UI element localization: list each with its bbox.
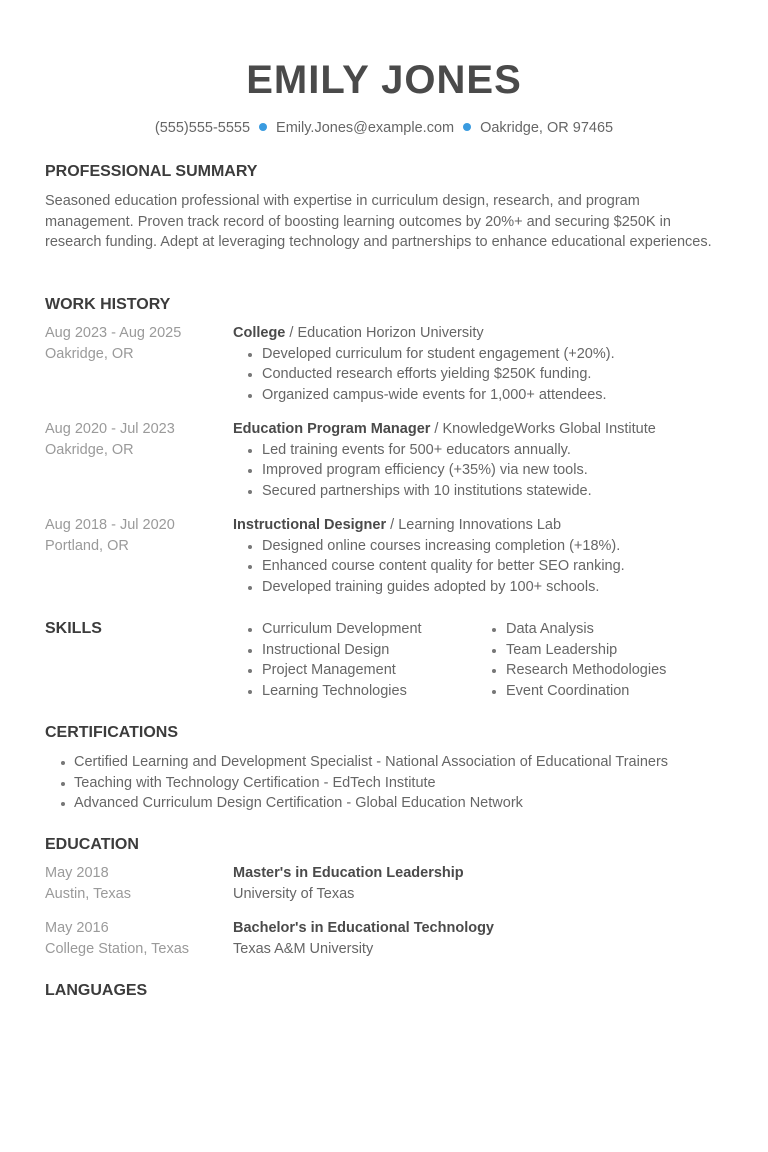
summary-heading: PROFESSIONAL SUMMARY bbox=[45, 163, 258, 180]
school-name: University of Texas bbox=[233, 885, 355, 902]
graduation-date: May 2018 bbox=[45, 865, 109, 881]
skill-item: Data Analysis bbox=[477, 619, 717, 640]
education-details bbox=[233, 918, 733, 959]
separator-dot-icon bbox=[259, 123, 267, 131]
job-role: Education Program Manager bbox=[233, 421, 431, 437]
degree-name: Master's in Education Leadership bbox=[233, 865, 464, 881]
home-location: Oakridge, OR 97465 bbox=[480, 120, 614, 136]
education-meta bbox=[45, 918, 230, 959]
job-dates: Aug 2023 - Aug 2025 bbox=[45, 325, 182, 341]
summary-text: Seasoned education professional with expertise in curriculum design, research, and program management. Proven track record of boosting learning outcomes by 20%+ and securing $250K in research funding. Adept at leveraging technology and partnerships to enhance educational experiences. bbox=[45, 193, 712, 250]
list-item: Improved program efficiency (+35%) via new tools. bbox=[233, 460, 733, 481]
education-meta bbox=[45, 863, 230, 904]
job-title-line: Instructional Designer / Learning Innovations Lab bbox=[233, 517, 562, 533]
skill-item: Curriculum Development bbox=[233, 619, 473, 640]
school-name: Texas A&M University bbox=[233, 940, 374, 957]
skill-item: Team Leadership bbox=[477, 640, 717, 661]
skill-item: Event Coordination bbox=[477, 681, 717, 702]
job-title-line: College / Education Horizon University bbox=[233, 325, 484, 341]
job-meta bbox=[45, 515, 230, 556]
list-item: Developed training guides adopted by 100+ schools. bbox=[233, 577, 733, 598]
job-role: Instructional Designer bbox=[233, 517, 387, 533]
job-role: College bbox=[233, 325, 286, 341]
school-location: Austin, Texas bbox=[45, 885, 131, 902]
certification-item: Teaching with Technology Certification - EdTech Institute bbox=[45, 773, 735, 794]
job-bullets bbox=[233, 440, 733, 502]
job-employer: Education Horizon University bbox=[297, 325, 484, 341]
skill-item: Project Management bbox=[233, 660, 473, 681]
skills-heading: SKILLS bbox=[45, 620, 102, 637]
job-details bbox=[233, 419, 733, 501]
job-bullets bbox=[233, 536, 733, 598]
job-employer: KnowledgeWorks Global Institute bbox=[442, 421, 656, 437]
job-title-line: Education Program Manager / KnowledgeWorks Global Institute bbox=[233, 421, 656, 437]
job-details bbox=[233, 323, 733, 405]
degree-name: Bachelor's in Educational Technology bbox=[233, 920, 494, 936]
job-bullets bbox=[233, 344, 733, 406]
job-location: Oakridge, OR bbox=[45, 441, 134, 458]
job-meta bbox=[45, 323, 230, 364]
job-details bbox=[233, 515, 733, 597]
certification-item: Certified Learning and Development Specialist - National Association of Educational Trainers bbox=[45, 752, 735, 773]
certification-item: Advanced Curriculum Design Certification - Global Education Network bbox=[45, 793, 735, 814]
job-employer: Learning Innovations Lab bbox=[398, 517, 562, 533]
list-item: Enhanced course content quality for better SEO ranking. bbox=[233, 556, 733, 577]
job-dates: Aug 2020 - Jul 2023 bbox=[45, 421, 175, 437]
education-heading: EDUCATION bbox=[45, 836, 139, 853]
list-item: Led training events for 500+ educators annually. bbox=[233, 440, 733, 461]
work-history-heading: WORK HISTORY bbox=[45, 296, 171, 313]
job-location: Oakridge, OR bbox=[45, 345, 134, 362]
list-item: Conducted research efforts yielding $250K funding. bbox=[233, 364, 733, 385]
candidate-name: EMILY JONES bbox=[246, 58, 522, 102]
separator-dot-icon bbox=[463, 123, 471, 131]
skills-list-right bbox=[477, 619, 717, 701]
skill-item: Research Methodologies bbox=[477, 660, 717, 681]
contact-line bbox=[0, 120, 768, 136]
list-item: Developed curriculum for student engagement (+20%). bbox=[233, 344, 733, 365]
skills-list-left bbox=[233, 619, 473, 701]
list-item: Secured partnerships with 10 institutions statewide. bbox=[233, 481, 733, 502]
list-item: Designed online courses increasing completion (+18%). bbox=[233, 536, 733, 557]
job-meta bbox=[45, 419, 230, 460]
job-location: Portland, OR bbox=[45, 537, 129, 554]
education-details bbox=[233, 863, 733, 904]
email-address: Emily.Jones@example.com bbox=[276, 120, 455, 136]
job-dates: Aug 2018 - Jul 2020 bbox=[45, 517, 175, 533]
certifications-heading: CERTIFICATIONS bbox=[45, 724, 179, 741]
skill-item: Learning Technologies bbox=[233, 681, 473, 702]
phone-number: (555)555-5555 bbox=[154, 120, 251, 136]
list-item: Organized campus-wide events for 1,000+ attendees. bbox=[233, 385, 733, 406]
skill-item: Instructional Design bbox=[233, 640, 473, 661]
school-location: College Station, Texas bbox=[45, 940, 190, 957]
languages-heading: LANGUAGES bbox=[45, 982, 148, 999]
certifications-list bbox=[45, 752, 735, 814]
graduation-date: May 2016 bbox=[45, 920, 109, 936]
